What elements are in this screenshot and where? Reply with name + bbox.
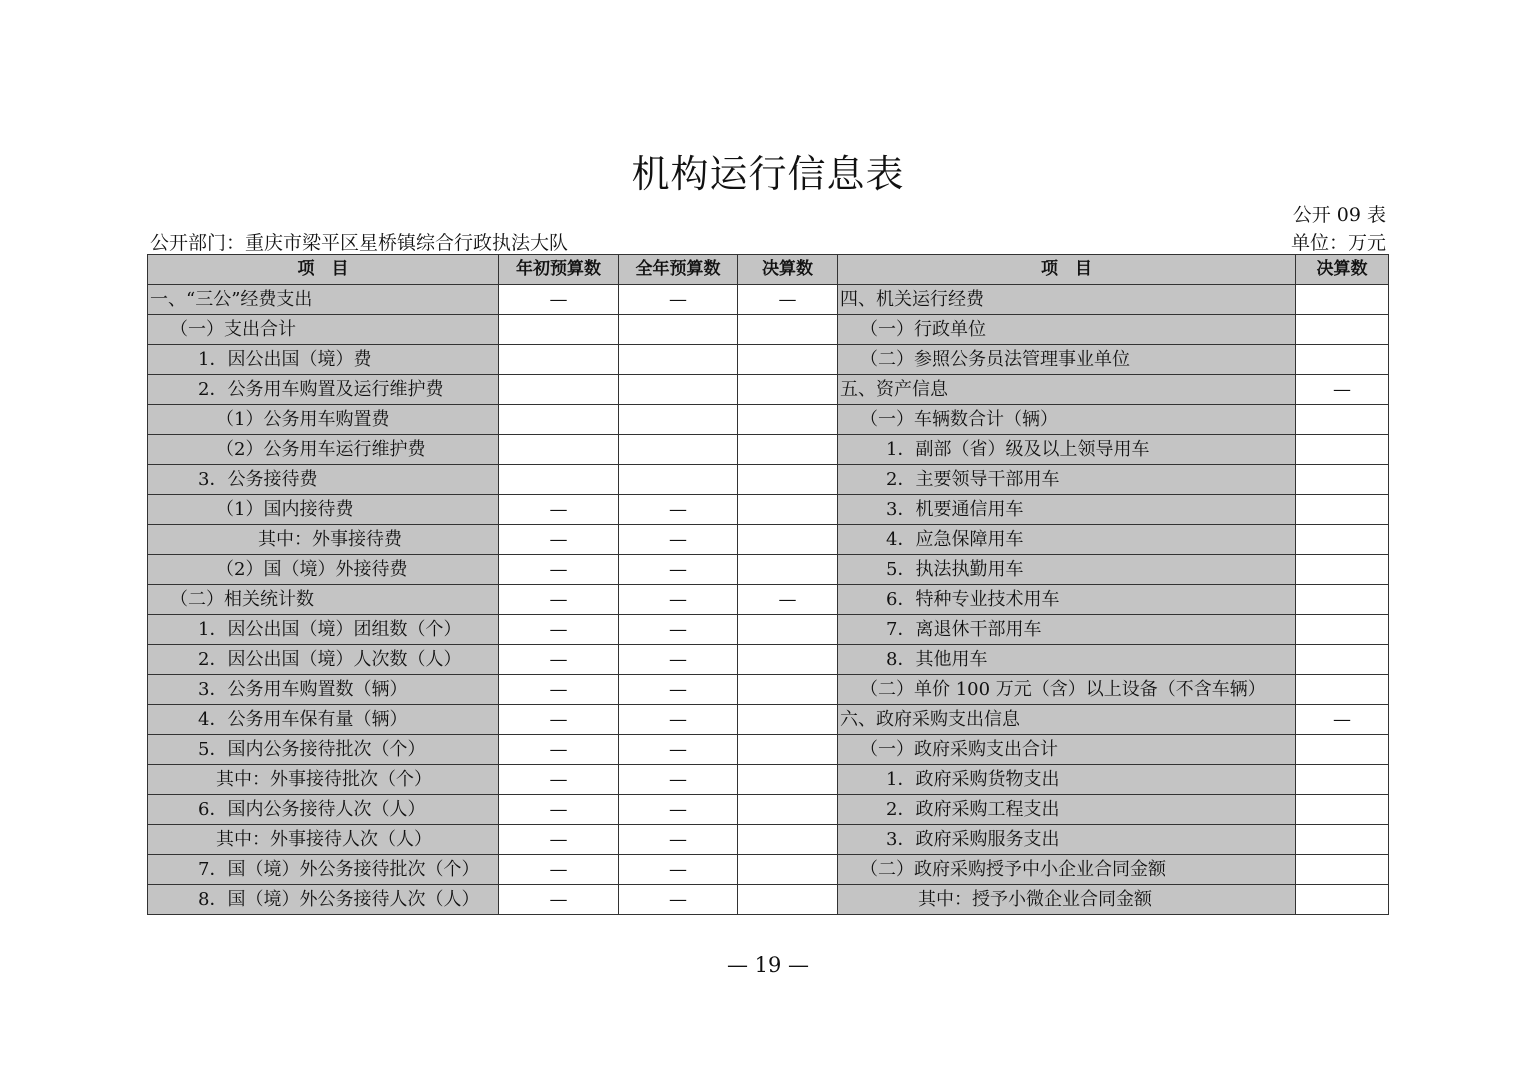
- row-item-right: 8．其他用车: [838, 645, 1296, 675]
- row-item-right: 4．应急保障用车: [838, 525, 1296, 555]
- initial-budget-cell: —: [499, 705, 619, 735]
- final-account-right-cell: —: [1296, 705, 1389, 735]
- row-item-left: 8．国（境）外公务接待人次（人）: [148, 885, 499, 915]
- department-label: 公开部门：重庆市梁平区星桥镇综合行政执法大队: [150, 232, 569, 254]
- final-account-right-cell: [1296, 495, 1389, 525]
- initial-budget-cell: [499, 465, 619, 495]
- table-row: [148, 435, 1389, 465]
- initial-budget-cell: [499, 375, 619, 405]
- final-account-cell: [738, 735, 838, 765]
- initial-budget-cell: —: [499, 885, 619, 915]
- final-account-cell: [738, 525, 838, 555]
- final-account-right-cell: [1296, 435, 1389, 465]
- table-row: [148, 585, 1389, 615]
- row-item-left: （一）支出合计: [148, 315, 499, 345]
- row-item-left: 其中：外事接待批次（个）: [148, 765, 499, 795]
- row-item-right: 5．执法执勤用车: [838, 555, 1296, 585]
- full-year-budget-cell: —: [619, 765, 738, 795]
- final-account-right-cell: [1296, 825, 1389, 855]
- final-account-right-cell: [1296, 855, 1389, 885]
- full-year-budget-cell: —: [619, 525, 738, 555]
- final-account-right-cell: [1296, 585, 1389, 615]
- initial-budget-cell: —: [499, 615, 619, 645]
- final-account-cell: [738, 765, 838, 795]
- full-year-budget-cell: [619, 465, 738, 495]
- table-row: [148, 465, 1389, 495]
- table-row: [148, 795, 1389, 825]
- initial-budget-cell: —: [499, 495, 619, 525]
- unit-label: 单位：万元: [1290, 232, 1386, 254]
- final-account-cell: [738, 405, 838, 435]
- final-account-right-cell: [1296, 315, 1389, 345]
- row-item-right: 其中：授予小微企业合同金额: [838, 885, 1296, 915]
- initial-budget-cell: —: [499, 645, 619, 675]
- row-item-left: （1）国内接待费: [148, 495, 499, 525]
- row-item-right: 2．政府采购工程支出: [838, 795, 1296, 825]
- final-account-cell: —: [738, 585, 838, 615]
- table-row: [148, 885, 1389, 915]
- row-item-left: 其中：外事接待费: [148, 525, 499, 555]
- row-item-right: 3．政府采购服务支出: [838, 825, 1296, 855]
- full-year-budget-cell: —: [619, 885, 738, 915]
- row-item-left: 一、“三公”经费支出: [148, 285, 499, 315]
- page-title: 机构运行信息表: [631, 152, 905, 196]
- final-account-cell: [738, 555, 838, 585]
- final-account-right-cell: [1296, 885, 1389, 915]
- row-item-right: 1．副部（省）级及以上领导用车: [838, 435, 1296, 465]
- initial-budget-cell: —: [499, 585, 619, 615]
- full-year-budget-cell: —: [619, 555, 738, 585]
- full-year-budget-cell: [619, 435, 738, 465]
- row-item-right: （二）参照公务员法管理事业单位: [838, 345, 1296, 375]
- initial-budget-cell: —: [499, 855, 619, 885]
- final-account-cell: [738, 315, 838, 345]
- final-account-cell: [738, 345, 838, 375]
- table-row: [148, 525, 1389, 555]
- full-year-budget-cell: —: [619, 675, 738, 705]
- row-item-right: 7．离退休干部用车: [838, 615, 1296, 645]
- row-item-right: 五、资产信息: [838, 375, 1296, 405]
- row-item-left: 2．公务用车购置及运行维护费: [148, 375, 499, 405]
- full-year-budget-cell: —: [619, 705, 738, 735]
- row-item-left: 1．因公出国（境）费: [148, 345, 499, 375]
- full-year-budget-cell: —: [619, 735, 738, 765]
- page-number: — 19 —: [726, 953, 810, 977]
- row-item-left: （2）公务用车运行维护费: [148, 435, 499, 465]
- info-table: [147, 254, 1389, 915]
- table-row: [148, 645, 1389, 675]
- table-row: [148, 615, 1389, 645]
- row-item-right: （二）政府采购授予中小企业合同金额: [838, 855, 1296, 885]
- full-year-budget-cell: —: [619, 285, 738, 315]
- full-year-budget-cell: —: [619, 795, 738, 825]
- table-row: [148, 285, 1389, 315]
- header-initial-budget: 年初预算数: [499, 255, 619, 285]
- final-account-right-cell: —: [1296, 375, 1389, 405]
- initial-budget-cell: [499, 405, 619, 435]
- initial-budget-cell: —: [499, 735, 619, 765]
- initial-budget-cell: —: [499, 525, 619, 555]
- row-item-right: （一）行政单位: [838, 315, 1296, 345]
- full-year-budget-cell: —: [619, 495, 738, 525]
- row-item-left: 4．公务用车保有量（辆）: [148, 705, 499, 735]
- initial-budget-cell: —: [499, 675, 619, 705]
- row-item-right: 六、政府采购支出信息: [838, 705, 1296, 735]
- final-account-cell: [738, 855, 838, 885]
- final-account-right-cell: [1296, 525, 1389, 555]
- table-row: [148, 855, 1389, 885]
- final-account-right-cell: [1296, 285, 1389, 315]
- row-item-right: 四、机关运行经费: [838, 285, 1296, 315]
- final-account-cell: [738, 435, 838, 465]
- header-item: 项 目: [148, 255, 499, 285]
- row-item-left: 其中：外事接待人次（人）: [148, 825, 499, 855]
- header-full-year-budget: 全年预算数: [619, 255, 738, 285]
- table-row: [148, 555, 1389, 585]
- header-final-account-right: 决算数: [1296, 255, 1389, 285]
- final-account-cell: —: [738, 285, 838, 315]
- row-item-left: （二）相关统计数: [148, 585, 499, 615]
- row-item-left: 6．国内公务接待人次（人）: [148, 795, 499, 825]
- final-account-right-cell: [1296, 555, 1389, 585]
- row-item-left: 5．国内公务接待批次（个）: [148, 735, 499, 765]
- row-item-left: 1．因公出国（境）团组数（个）: [148, 615, 499, 645]
- full-year-budget-cell: —: [619, 855, 738, 885]
- row-item-left: 3．公务接待费: [148, 465, 499, 495]
- final-account-right-cell: [1296, 465, 1389, 495]
- header-row: [148, 255, 1389, 285]
- full-year-budget-cell: —: [619, 645, 738, 675]
- row-item-right: 3．机要通信用车: [838, 495, 1296, 525]
- full-year-budget-cell: [619, 315, 738, 345]
- final-account-cell: [738, 375, 838, 405]
- final-account-right-cell: [1296, 645, 1389, 675]
- final-account-right-cell: [1296, 765, 1389, 795]
- final-account-right-cell: [1296, 795, 1389, 825]
- form-number: 公开 09 表: [1292, 204, 1386, 226]
- final-account-cell: [738, 645, 838, 675]
- row-item-right: 1．政府采购货物支出: [838, 765, 1296, 795]
- table-row: [148, 825, 1389, 855]
- initial-budget-cell: —: [499, 285, 619, 315]
- table-row: [148, 765, 1389, 795]
- table-row: [148, 705, 1389, 735]
- header-final-account: 决算数: [738, 255, 838, 285]
- final-account-cell: [738, 495, 838, 525]
- row-item-left: 7．国（境）外公务接待批次（个）: [148, 855, 499, 885]
- row-item-left: 2．因公出国（境）人次数（人）: [148, 645, 499, 675]
- final-account-cell: [738, 825, 838, 855]
- final-account-right-cell: [1296, 345, 1389, 375]
- row-item-left: （2）国（境）外接待费: [148, 555, 499, 585]
- final-account-cell: [738, 465, 838, 495]
- row-item-right: （一）政府采购支出合计: [838, 735, 1296, 765]
- final-account-cell: [738, 705, 838, 735]
- full-year-budget-cell: —: [619, 615, 738, 645]
- table-row: [148, 315, 1389, 345]
- final-account-right-cell: [1296, 615, 1389, 645]
- final-account-right-cell: [1296, 735, 1389, 765]
- initial-budget-cell: —: [499, 825, 619, 855]
- final-account-cell: [738, 885, 838, 915]
- initial-budget-cell: [499, 315, 619, 345]
- initial-budget-cell: —: [499, 795, 619, 825]
- final-account-right-cell: [1296, 405, 1389, 435]
- full-year-budget-cell: [619, 405, 738, 435]
- table-row: [148, 345, 1389, 375]
- table-row: [148, 375, 1389, 405]
- table-row: [148, 735, 1389, 765]
- final-account-cell: [738, 615, 838, 645]
- row-item-right: （一）车辆数合计（辆）: [838, 405, 1296, 435]
- row-item-left: 3．公务用车购置数（辆）: [148, 675, 499, 705]
- row-item-right: （二）单价 100 万元（含）以上设备（不含车辆）: [838, 675, 1296, 705]
- table-row: [148, 495, 1389, 525]
- row-item-left: （1）公务用车购置费: [148, 405, 499, 435]
- initial-budget-cell: —: [499, 555, 619, 585]
- initial-budget-cell: [499, 345, 619, 375]
- table-row: [148, 405, 1389, 435]
- full-year-budget-cell: —: [619, 825, 738, 855]
- table-row: [148, 675, 1389, 705]
- full-year-budget-cell: —: [619, 585, 738, 615]
- initial-budget-cell: [499, 435, 619, 465]
- final-account-cell: [738, 795, 838, 825]
- full-year-budget-cell: [619, 375, 738, 405]
- row-item-right: 6．特种专业技术用车: [838, 585, 1296, 615]
- final-account-cell: [738, 675, 838, 705]
- full-year-budget-cell: [619, 345, 738, 375]
- initial-budget-cell: —: [499, 765, 619, 795]
- header-item-right: 项 目: [838, 255, 1296, 285]
- final-account-right-cell: [1296, 675, 1389, 705]
- row-item-right: 2．主要领导干部用车: [838, 465, 1296, 495]
